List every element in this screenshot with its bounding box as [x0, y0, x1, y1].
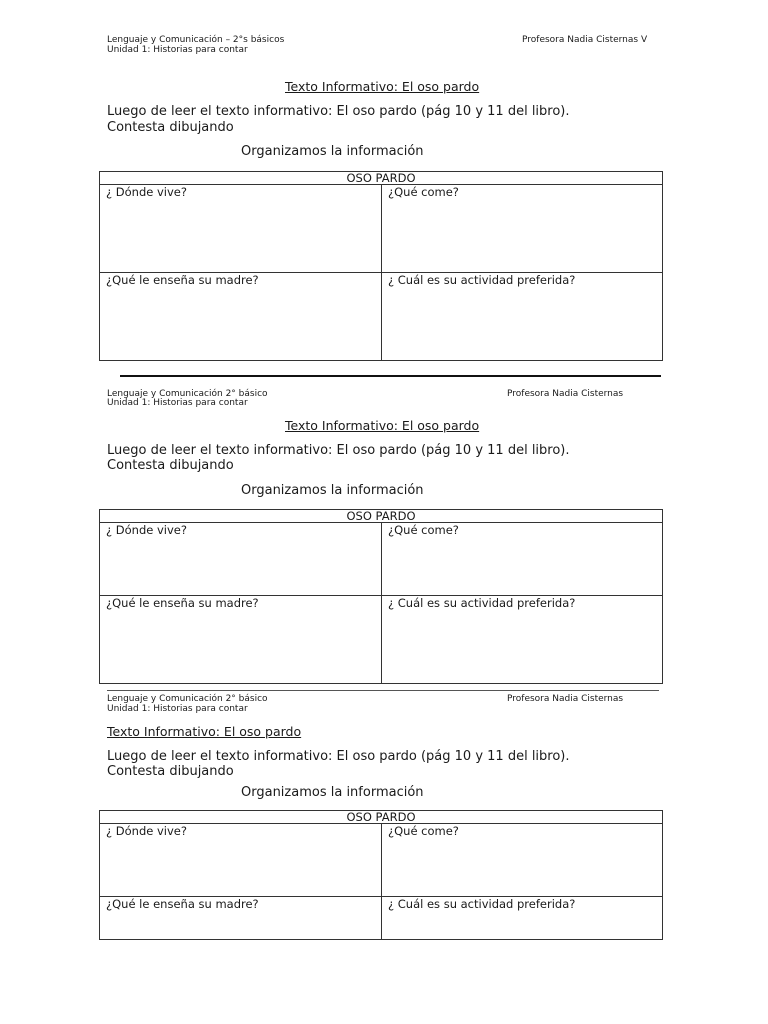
sheet3-oso-pardo-table — [99, 810, 663, 940]
sheet3-subject: Lenguaje y Comunicación 2° básico — [107, 694, 268, 704]
sheet3-organize-heading: Organizamos la información — [241, 785, 424, 800]
sheet1-unit: Unidad 1: Historias para contar — [107, 45, 248, 55]
sheet1-title: Texto Informativo: El oso pardo — [285, 79, 480, 94]
sheet1-cell-donde-vive[interactable]: ¿ Dónde vive? — [100, 185, 382, 273]
sheet2-cell-actividad-preferida[interactable]: ¿ Cuál es su actividad preferida? — [382, 596, 663, 684]
sheet1-instruction-line1: Luego de leer el texto informativo: El oso pardo (pág 10 y 11 del libro). — [107, 104, 570, 119]
sheet3-cell-que-come[interactable]: ¿Qué come? — [382, 824, 663, 897]
sheet-divider — [107, 690, 659, 691]
sheet2-cell-donde-vive[interactable]: ¿ Dónde vive? — [100, 523, 382, 596]
sheet2-title: Texto Informativo: El oso pardo — [285, 418, 480, 433]
sheet3-title: Texto Informativo: El oso pardo — [107, 724, 302, 739]
sheet3-unit: Unidad 1: Historias para contar — [107, 704, 248, 714]
sheet2-instruction-line2: Contesta dibujando — [107, 458, 234, 473]
sheet1-cell-que-ensena-madre[interactable]: ¿Qué le enseña su madre? — [100, 273, 382, 361]
sheet2-subject: Lenguaje y Comunicación 2° básico — [107, 389, 268, 399]
sheet3-cell-donde-vive[interactable]: ¿ Dónde vive? — [100, 824, 382, 897]
sheet2-instruction-line1: Luego de leer el texto informativo: El oso pardo (pág 10 y 11 del libro). — [107, 443, 570, 458]
sheet1-cell-actividad-preferida[interactable]: ¿ Cuál es su actividad preferida? — [382, 273, 663, 361]
sheet2-unit: Unidad 1: Historias para contar — [107, 398, 248, 408]
sheet2-oso-pardo-table — [99, 509, 663, 684]
sheet3-cell-que-ensena-madre[interactable]: ¿Qué le enseña su madre? — [100, 897, 382, 940]
sheet3-cell-actividad-preferida[interactable]: ¿ Cuál es su actividad preferida? — [382, 897, 663, 940]
sheet3-instruction-line2: Contesta dibujando — [107, 764, 234, 779]
sheet3-teacher: Profesora Nadia Cisternas — [507, 694, 624, 704]
sheet1-organize-heading: Organizamos la información — [241, 144, 424, 159]
sheet2-table-header: OSO PARDO — [100, 510, 663, 523]
sheet1-cell-que-come[interactable]: ¿Qué come? — [382, 185, 663, 273]
sheet2-cell-que-ensena-madre[interactable]: ¿Qué le enseña su madre? — [100, 596, 382, 684]
sheet-divider — [120, 375, 661, 377]
sheet1-teacher: Profesora Nadia Cisternas V — [522, 35, 648, 45]
sheet2-teacher: Profesora Nadia Cisternas — [507, 389, 624, 399]
sheet1-table-header: OSO PARDO — [100, 172, 663, 185]
sheet3-instruction-line1: Luego de leer el texto informativo: El oso pardo (pág 10 y 11 del libro). — [107, 749, 570, 764]
sheet1-subject: Lenguaje y Comunicación – 2°s básicos — [107, 35, 285, 45]
sheet1-instruction-line2: Contesta dibujando — [107, 120, 234, 135]
sheet1-oso-pardo-table — [99, 171, 663, 361]
sheet2-cell-que-come[interactable]: ¿Qué come? — [382, 523, 663, 596]
sheet2-organize-heading: Organizamos la información — [241, 483, 424, 498]
sheet3-table-header: OSO PARDO — [100, 811, 663, 824]
